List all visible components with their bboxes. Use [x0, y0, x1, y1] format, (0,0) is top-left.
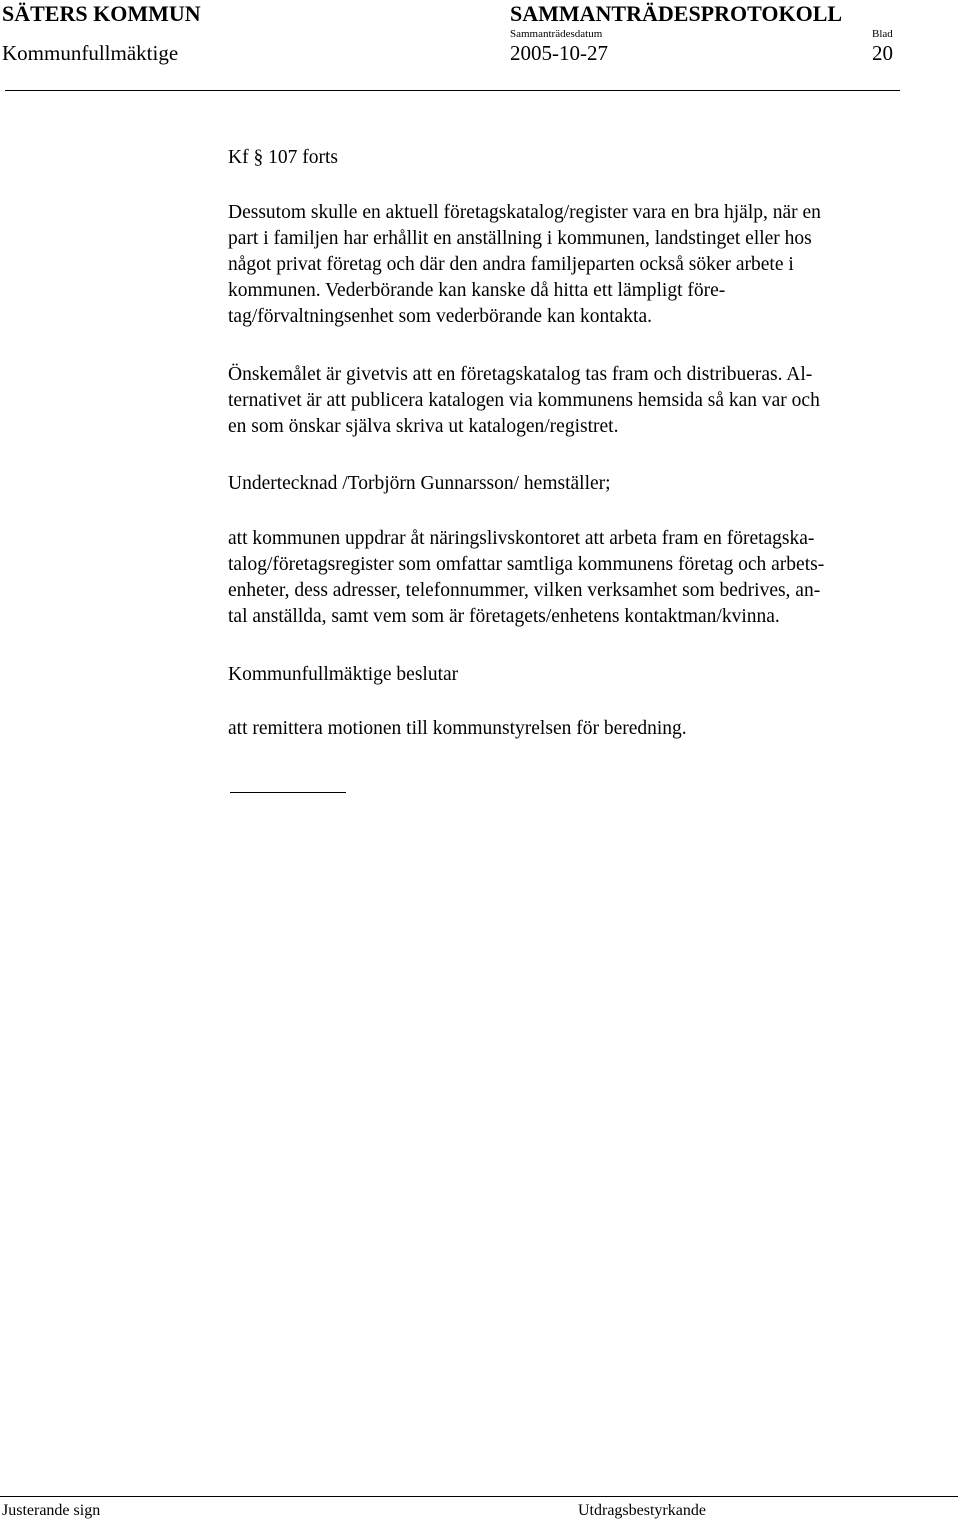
- paragraph-4: [228, 526, 956, 630]
- footer-divider: [0, 1496, 958, 1497]
- text-line: Undertecknad /Torbjörn Gunnarsson/ hemställer;: [228, 473, 611, 494]
- text-line: tag/förvaltningsenhet som vederbörande kan kontakta.: [228, 306, 652, 327]
- text-line: kommunen. Vederbörande kan kanske då hitta ett lämpligt före-: [228, 280, 726, 301]
- footer-utdragsbestyrkande: Utdragsbestyrkande: [578, 1502, 706, 1519]
- paragraph-6: [228, 716, 956, 742]
- text-line: tal anställda, samt vem som är företagets/enhetens kontaktman/kvinna.: [228, 606, 780, 627]
- paragraph-5: [228, 662, 956, 688]
- paragraph-1: [228, 200, 956, 330]
- municipality-name: SÄTERS KOMMUN: [2, 1, 201, 26]
- text-line: part i familjen har erhållit en anställning i kommunen, landstinget eller hos: [228, 228, 812, 249]
- protocol-title: SAMMANTRÄDESPROTOKOLL: [510, 1, 843, 26]
- end-rule: [230, 792, 346, 793]
- page-label: Blad: [872, 28, 893, 40]
- paragraph-3: [228, 471, 956, 497]
- text-line: Dessutom skulle en aktuell företagskatalog/register vara en bra hjälp, när en: [228, 202, 821, 223]
- text-line: Önskemålet är givetvis att en företagskatalog tas fram och distribueras. Al-: [228, 364, 813, 385]
- text-line: att kommunen uppdrar åt näringslivskontoret att arbeta fram en företagska-: [228, 528, 815, 549]
- footer-justerande-sign: Justerande sign: [2, 1502, 101, 1519]
- paragraph-2: [228, 362, 956, 440]
- text-line: något privat företag och där den andra familjeparten också söker arbete i: [228, 254, 794, 275]
- body-name: Kommunfullmäktige: [2, 41, 179, 65]
- meeting-date-label: Sammanträdesdatum: [510, 28, 603, 40]
- header-divider: [5, 90, 900, 91]
- section-heading: Kf § 107 forts: [228, 147, 338, 168]
- text-line: en som önskar själva skriva ut katalogen/registret.: [228, 416, 619, 437]
- text-line: ternativet är att publicera katalogen via kommunens hemsida så kan var och: [228, 390, 820, 411]
- meeting-date: 2005-10-27: [510, 41, 608, 65]
- text-line: Kommunfullmäktige beslutar: [228, 664, 459, 685]
- text-line: talog/företagsregister som omfattar samtliga kommunens företag och arbets-: [228, 554, 825, 575]
- page-number: 20: [872, 41, 893, 65]
- text-line: enheter, dess adresser, telefonnummer, vilken verksamhet som bedrives, an-: [228, 580, 821, 601]
- text-line: att remittera motionen till kommunstyrelsen för beredning.: [228, 718, 687, 739]
